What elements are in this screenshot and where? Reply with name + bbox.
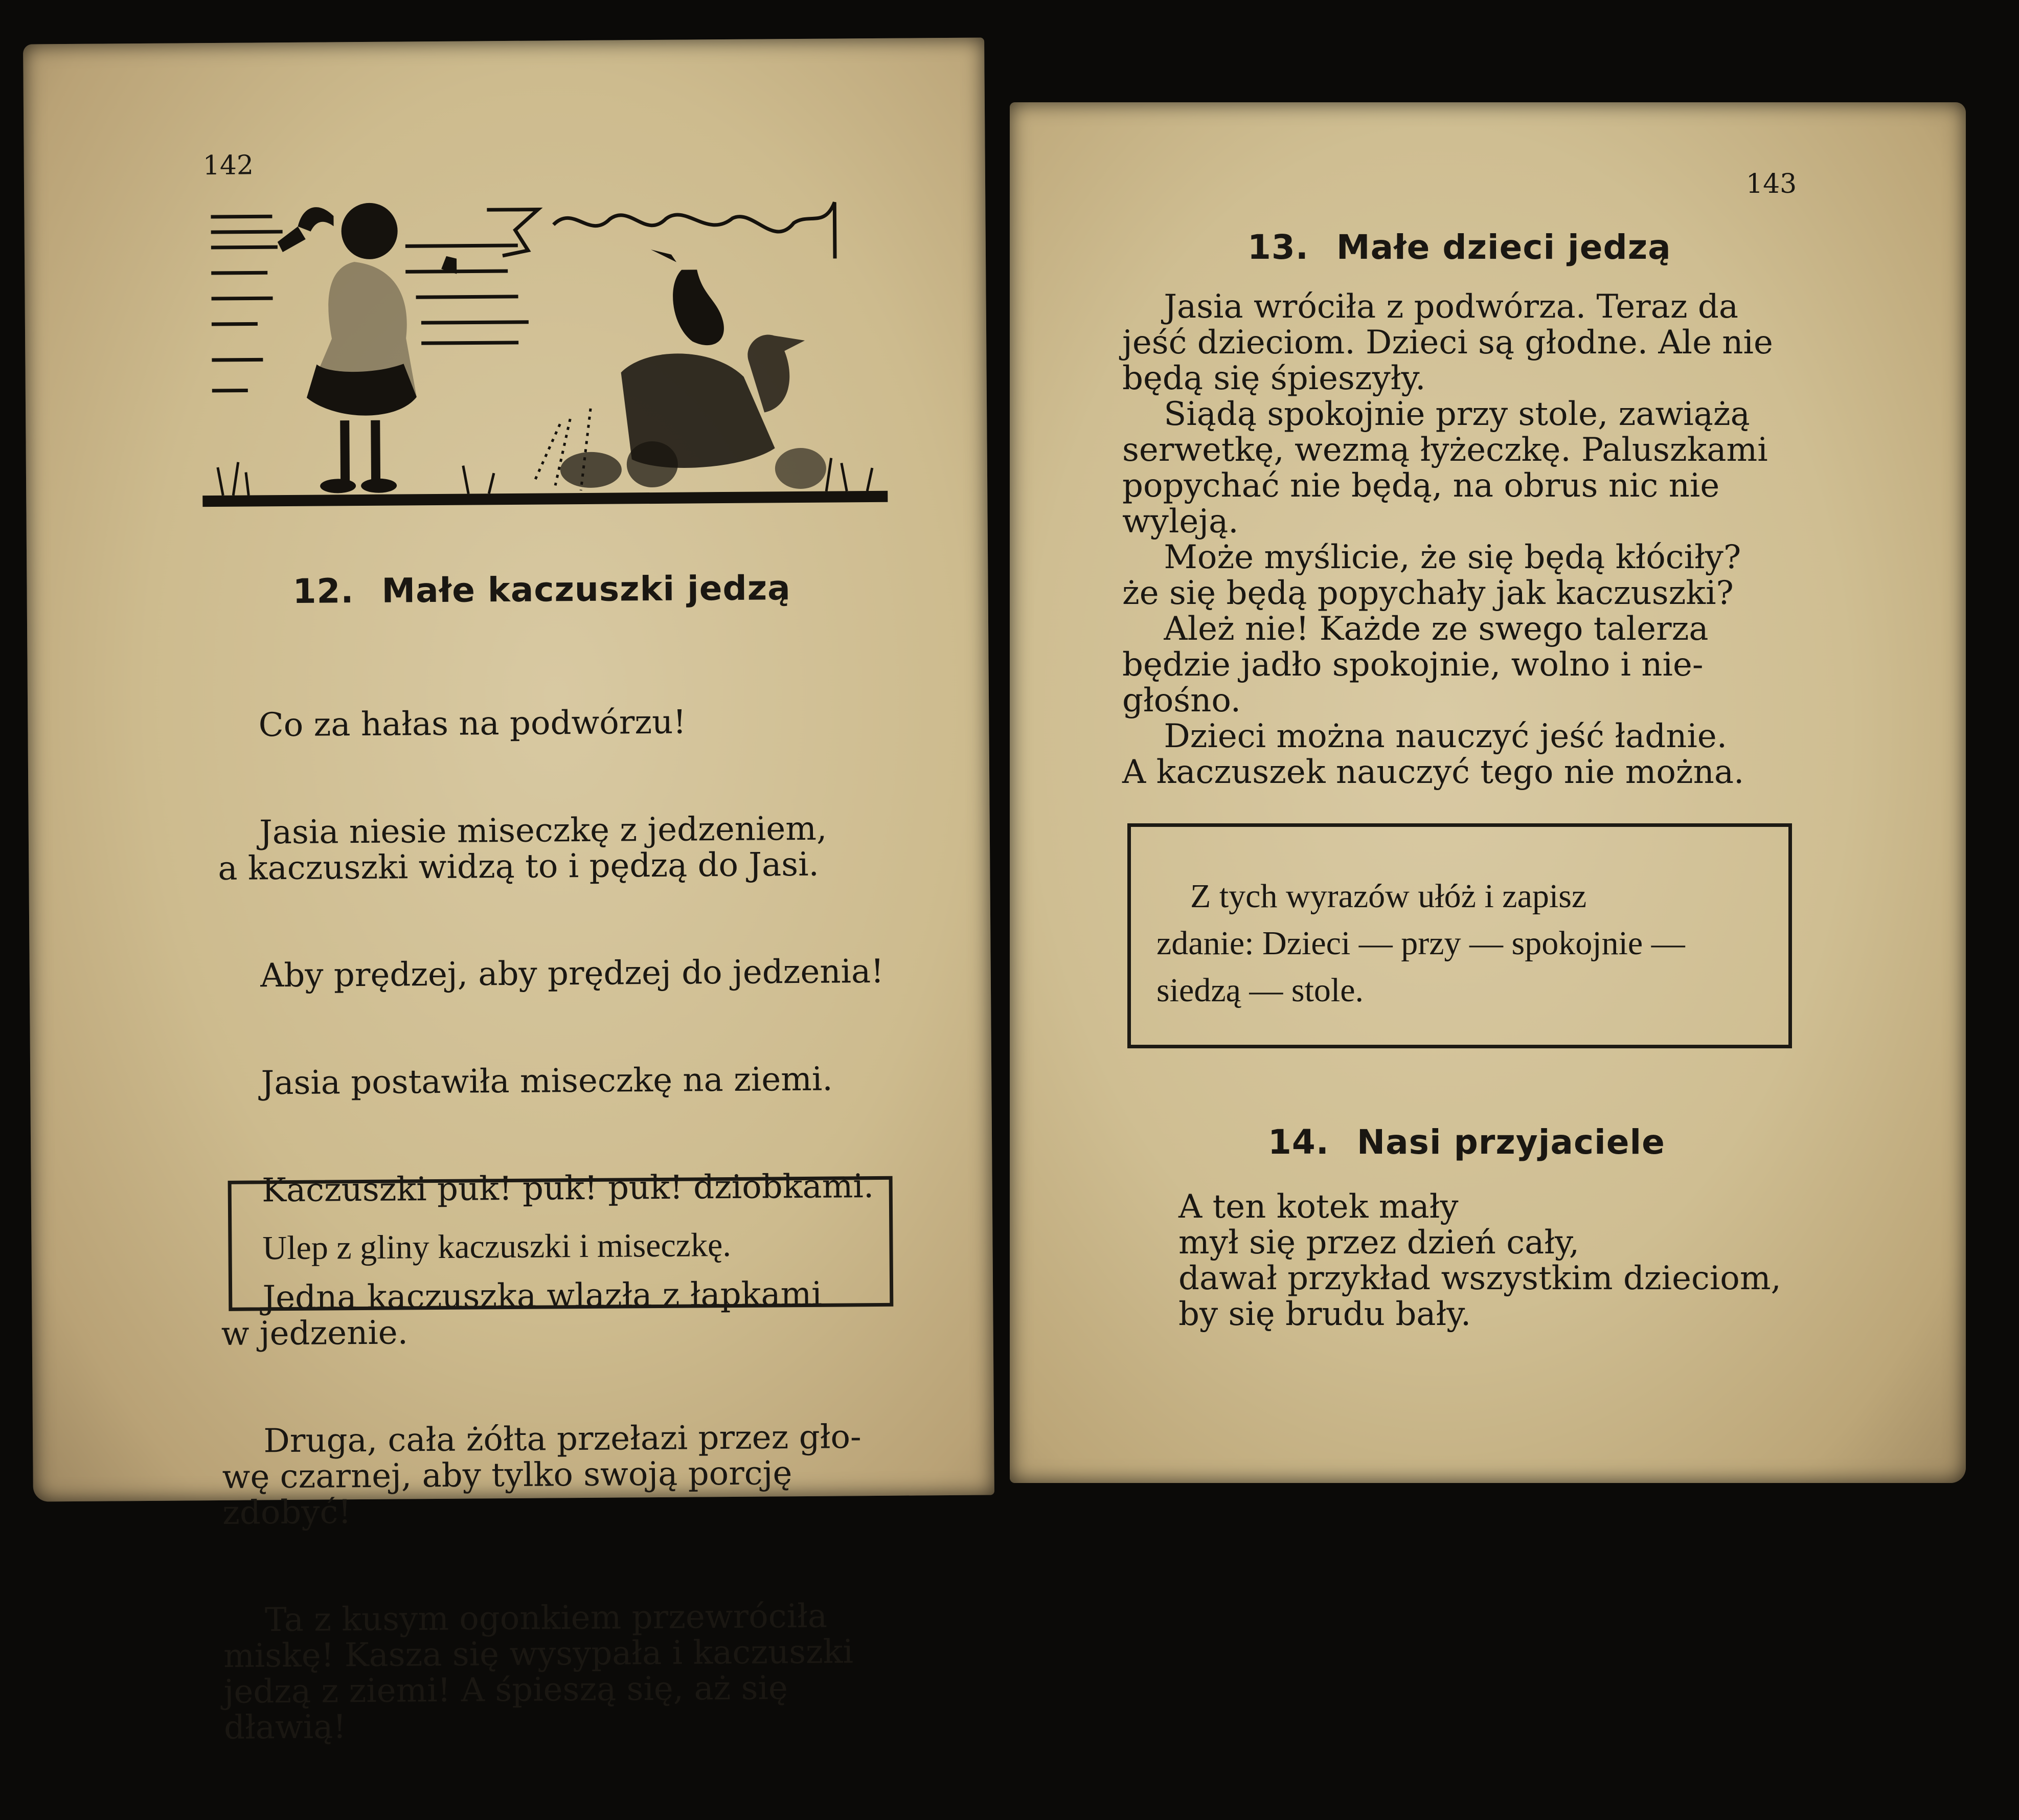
task-box-left: Ulep z gliny kaczuszki i miseczkę. [228, 1176, 894, 1311]
paragraph: Jasia niesie miseczkę z jedzeniem, a kaczuszki widzą to i pędzą do Jasi. [218, 810, 960, 887]
lesson-14-poem: A ten kotek mały mył się przez dzień cały, dawał przykład wszystkim dzieciom, by się brudu bały. [1178, 1189, 1894, 1332]
paragraph: Ta z kusym ogonkiem przewróciła miskę! Kasza się wysypała i kaczuszki jedzą z ziemi! A śpieszą się, aż się dławią! [223, 1598, 965, 1746]
lesson-12-heading [292, 568, 791, 611]
page-number-left: 142 [203, 150, 254, 181]
paragraph: Druga, cała żółta przełazi przez gło- wę czarnej, aby tylko swoją porcję zdobyć! [222, 1419, 964, 1531]
left-page [23, 37, 994, 1501]
lesson-12-title: Małe kaczuszki jedzą [381, 568, 791, 611]
page-number-right: 143 [1746, 169, 1797, 199]
lesson-13-body: Jasia wróciła z podwórza. Teraz da jeść dzieciom. Dzieci są głodne. Ale nie będą się śpieszyły. Siądą spokojnie przy stole, zawiążą serwetkę, wezmą łyżeczkę. Paluszkami popychać nie będą, na obrus nic nie wyleją. Może myślicie, że się będą kłóciły? że się będą popychały jak kaczuszki? Ależ nie! Każde ze swego talerza będzie jadło spokojnie, wolno i nie- głośno. Dzieci można nauczyć jeść ładnie. A kaczuszek nauczyć tego nie można. [1122, 289, 1940, 790]
paragraph: Kaczuszki puk! puk! puk! dziobkami. [220, 1168, 961, 1209]
right-page [1010, 102, 1966, 1483]
lesson-13-title: Małe dzieci jedzą [1336, 228, 1671, 267]
paragraph: Co za hałas na podwórzu! [217, 703, 958, 744]
lesson-12-number: 12. [292, 571, 354, 611]
lesson-14-title: Nasi przyjaciele [1357, 1122, 1665, 1162]
task-box-right: Z tych wyrazów ułóż i zapisz zdanie: Dzieci — przy — spokojnie — siedzą — stole. [1127, 823, 1792, 1048]
lesson-14-number: 14. [1268, 1122, 1329, 1162]
girl-feeding-ducks-illustration [200, 192, 888, 513]
lesson-14-heading [1268, 1122, 1665, 1162]
paragraph: Jasia postawiła miseczkę na ziemi. [219, 1061, 961, 1102]
paragraph: Aby prędzej, aby prędzej do jedzenia! [219, 953, 960, 994]
lesson-13-heading [1247, 228, 1671, 267]
lesson-13-number: 13. [1247, 228, 1309, 267]
paragraph: Jedna kaczuszka wlazła z łapkami w jedzenie. [221, 1275, 963, 1352]
